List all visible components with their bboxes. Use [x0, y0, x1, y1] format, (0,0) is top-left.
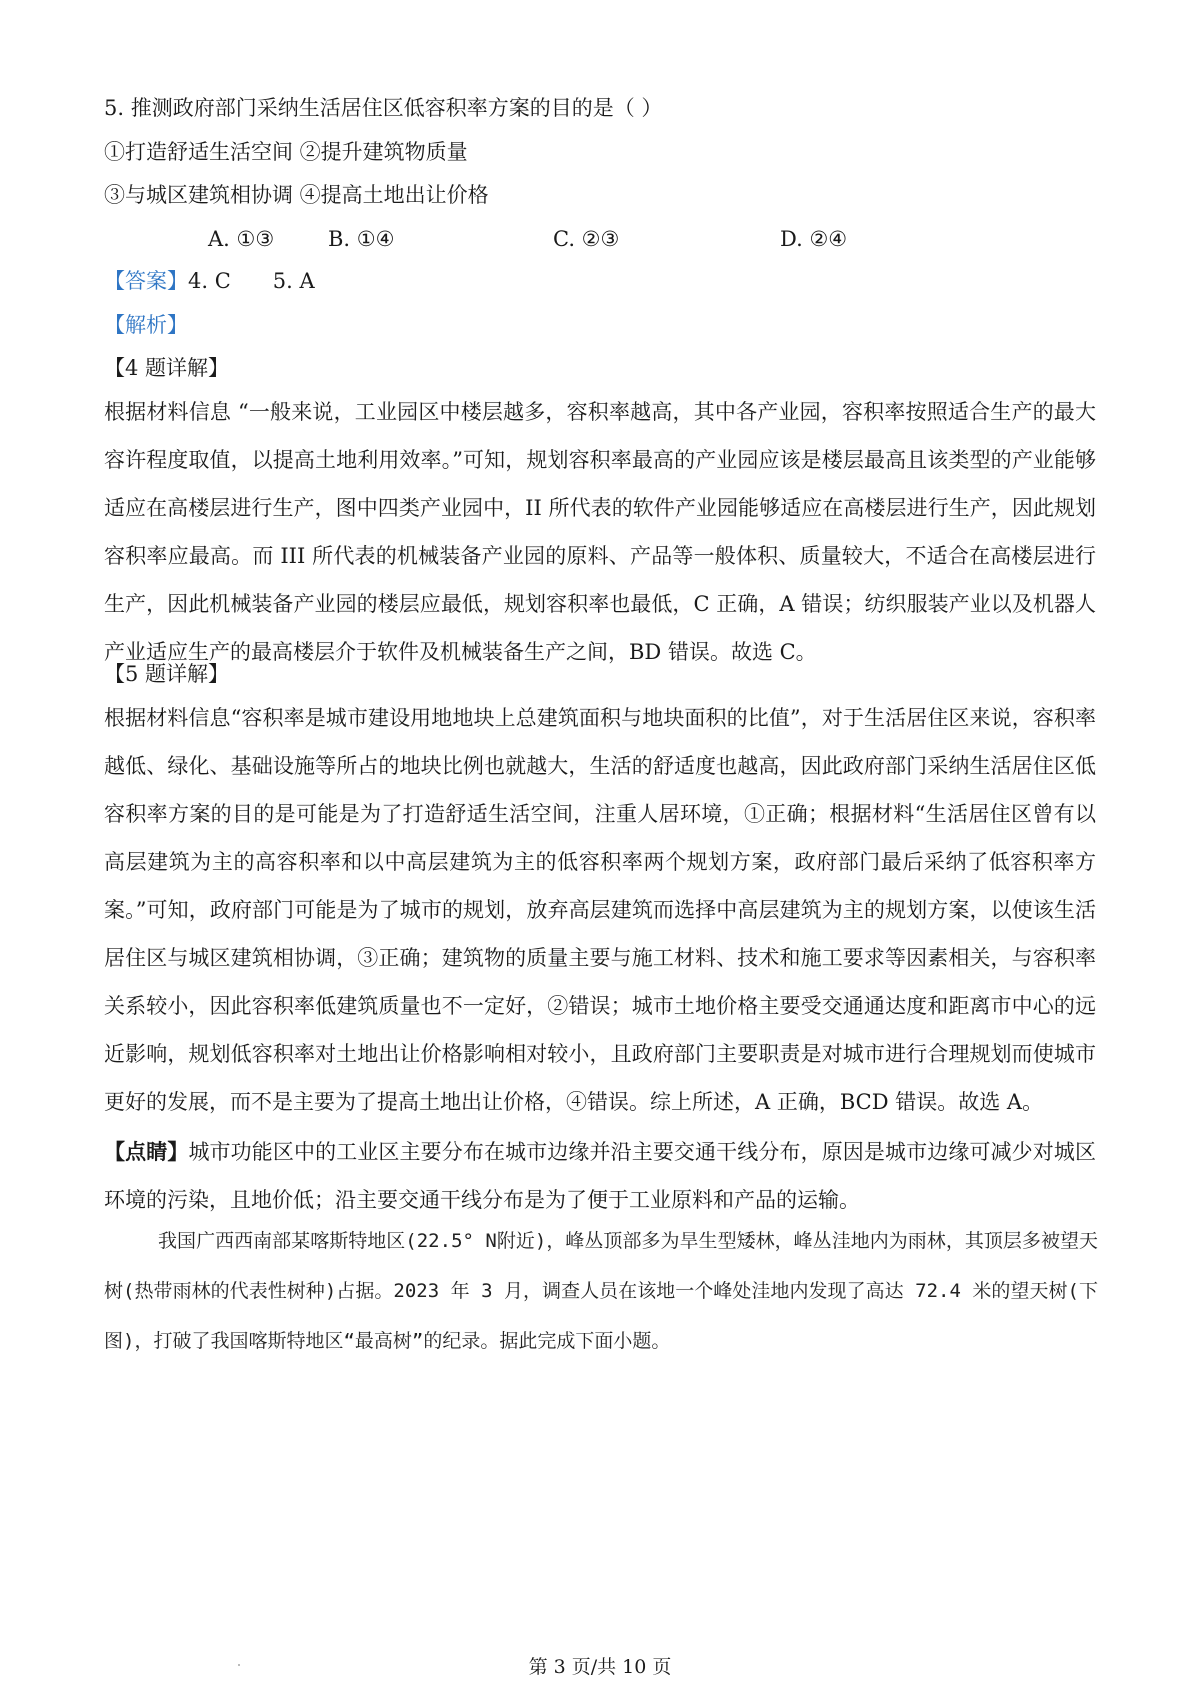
- question-5-items-row1: ①打造舒适生活空间 ②提升建筑物质量: [104, 140, 468, 164]
- dianjing-text: 城市功能区中的工业区主要分布在城市边缘并沿主要交通干线分布，原因是城市边缘可减少对城区环境的污染，且地价低；沿主要交通干线分布是为了便于工业原料和产品的运输。: [104, 1140, 1096, 1212]
- question-5-options: [104, 224, 1096, 254]
- question-5-stem: 5. 推测政府部门采纳生活居住区低容积率方案的目的是（ ）: [104, 96, 663, 120]
- detail-4-text: 根据材料信息 “一般来说，工业园区中楼层越多，容积率越高，其中各产业园，容积率按照适合生产的最大容许程度取值，以提高土地利用效率。”可知，规划容积率最高的产业园应该是楼层最高且该类型的产业能够适应在高楼层进行生产，图中四类产业园中，II 所代表的软件产业园能够适应在高楼层进行生产，因此规划容积率应最高。而 III 所代表的机械装备产业园的原料、产品等一般体积、质量较大，不适合在高楼层进行生产，因此机械装备产业园的楼层应最低，规划容积率也最低，C 正确，A 错误；纺织服装产业以及机器人产业适应生产的最高楼层介于软件及机械装备生产之间，BD 错误。故选 C。: [104, 400, 1096, 664]
- detail-5-heading: 【5 题详解】: [104, 662, 230, 686]
- dianjing-label: 【点睛】: [104, 1139, 189, 1164]
- answer-q5: 5. A: [272, 269, 315, 293]
- intro-text: 我国广西西南部某喀斯特地区(22.5° N附近)，峰丛顶部多为旱生型矮林，峰丛洼地内为雨林，其顶层多被望天树(热带雨林的代表性树种)占据。2023 年 3 月，调查人员在该地一个峰处洼地内发现了高达 72.4 米的望天树(下图)，打破了我国喀斯特地区“最高树”的纪录。据此完成下面小题。: [104, 1230, 1098, 1352]
- answer-q4: 4. C: [188, 269, 231, 293]
- option-a: A. ①③: [208, 227, 275, 251]
- question-5-items-row2: ③与城区建筑相协调 ④提高土地出让价格: [104, 183, 489, 207]
- analysis-label: 【解析】: [104, 313, 188, 337]
- answer-line: [104, 266, 315, 296]
- intro-paragraph: [104, 1216, 1098, 1366]
- dianjing-paragraph: [104, 1128, 1096, 1224]
- page-number: 第 3 页/共 10 页: [528, 1656, 672, 1678]
- detail-5-text: 根据材料信息“容积率是城市建设用地地块上总建筑面积与地块面积的比值”，对于生活居住区来说，容积率越低、绿化、基础设施等所占的地块比例也就越大，生活的舒适度也越高，因此政府部门采纳生活居住区低容积率方案的目的是可能是为了打造舒适生活空间，注重人居环境，①正确；根据材料“生活居住区曾有以高层建筑为主的高容积率和以中高层建筑为主的低容积率两个规划方案，政府部门最后采纳了低容积率方案。”可知，政府部门可能是为了城市的规划，放弃高层建筑而选择中高层建筑为主的规划方案，以使该生活居住区与城区建筑相协调，③正确；建筑物的质量主要与施工材料、技术和施工要求等因素相关，与容积率关系较小，因此容积率低建筑质量也不一定好，②错误；城市土地价格主要受交通通达度和距离市中心的远近影响，规划低容积率对土地出让价格影响相对较小，且政府部门主要职责是对城市进行合理规划而使城市更好的发展，而不是主要为了提高土地出让价格，④错误。综上所述，A 正确，BCD 错误。故选 A。: [104, 706, 1096, 1114]
- detail-4-heading: 【4 题详解】: [104, 356, 230, 380]
- option-d: D. ②④: [780, 227, 848, 251]
- answer-label: 【答案】: [104, 269, 188, 293]
- option-c: C. ②③: [553, 227, 620, 251]
- option-b: B. ①④: [328, 227, 395, 251]
